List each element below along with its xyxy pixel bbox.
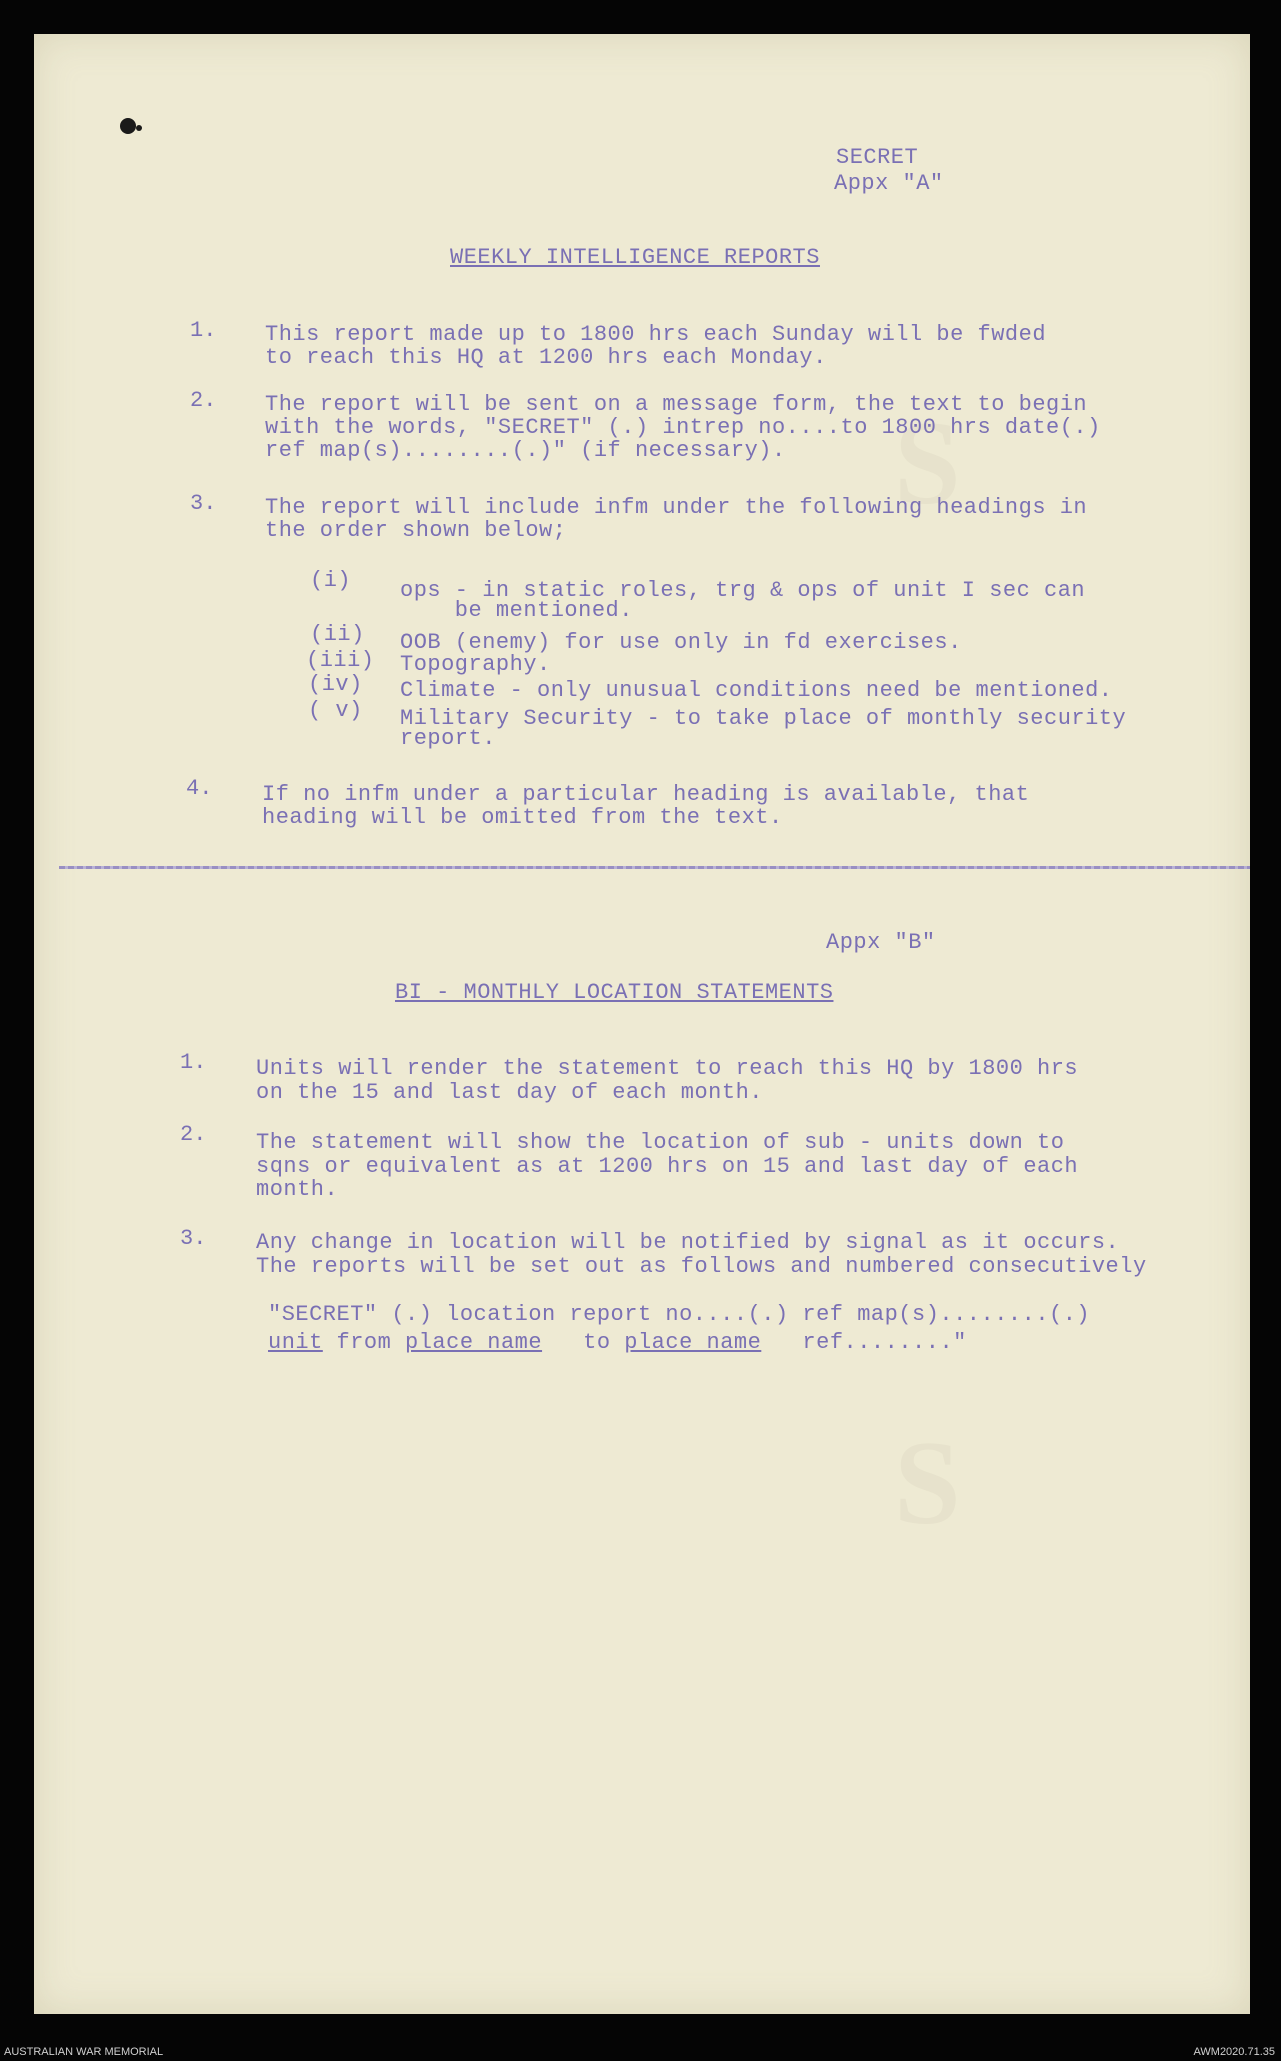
item-number: 2.: [190, 388, 217, 413]
bleed-through-mark: S: [894, 396, 967, 529]
section-divider: [59, 866, 1250, 869]
template-line-2: [268, 1330, 967, 1356]
appendix-b-label: Appx "B": [826, 930, 936, 955]
section-a-title: WEEKLY INTELLIGENCE REPORTS: [450, 245, 820, 270]
heading-label: (iii): [306, 648, 375, 673]
heading-text: OOB (enemy) for use only in fd exercises.: [400, 630, 962, 655]
heading-text: ops - in static roles, trg & ops of unit I sec can: [400, 578, 1086, 603]
template-place: place name: [405, 1330, 543, 1355]
item-text-line: ref map(s)........(.)" (if necessary).: [265, 438, 786, 463]
item-text-line: The report will include infm under the following headings in: [265, 495, 1088, 520]
heading-text: Military Security - to take place of monthly security: [400, 706, 1127, 731]
classification-label: SECRET: [836, 145, 919, 170]
section-b-title: BI - MONTHLY LOCATION STATEMENTS: [395, 980, 834, 1005]
item-text-line: If no infm under a particular heading is available, that: [262, 782, 1030, 807]
template-ref: ref........": [802, 1330, 967, 1355]
heading-text: report.: [400, 726, 496, 751]
item-number: 3.: [190, 491, 217, 516]
heading-label: (ii): [310, 622, 365, 647]
template-from: from: [336, 1330, 392, 1355]
item-number: 1.: [180, 1050, 207, 1075]
template-to: to: [583, 1330, 611, 1355]
appendix-a-label: Appx "A": [834, 171, 944, 196]
template-line: "SECRET" (.) location report no....(.) ref map(s)........(.): [268, 1302, 1091, 1327]
item-text-line: month.: [256, 1177, 339, 1202]
item-number: 3.: [180, 1226, 207, 1251]
item-text-line: The report will be sent on a message form, the text to begin: [265, 392, 1088, 417]
item-text-line: heading will be omitted from the text.: [262, 805, 783, 830]
item-number: 1.: [190, 318, 217, 343]
item-text-line: This report made up to 1800 hrs each Sunday will be fwded: [265, 322, 1047, 347]
footer-right: AWM2020.71.35: [1193, 2046, 1275, 2058]
item-text-line: Units will render the statement to reach this HQ by 1800 hrs: [256, 1056, 1079, 1081]
heading-text: be mentioned.: [400, 598, 633, 623]
item-text-line: The statement will show the location of sub - units down to: [256, 1130, 1065, 1155]
item-text-line: with the words, "SECRET" (.) intrep no....to 1800 hrs date(.): [265, 415, 1101, 440]
item-text-line: on the 15 and last day of each month.: [256, 1080, 763, 1105]
template-place: place name: [624, 1330, 762, 1355]
item-number: 4.: [186, 776, 213, 801]
heading-label: (iv): [308, 672, 363, 697]
item-text-line: sqns or equivalent as at 1200 hrs on 15 and last day of each: [256, 1154, 1079, 1179]
item-text-line: The reports will be set out as follows and numbered consecutively: [256, 1254, 1147, 1279]
heading-label: ( v): [308, 698, 363, 723]
bleed-through-mark: S: [894, 1416, 967, 1549]
heading-label: (i): [310, 568, 352, 593]
heading-text: Climate - only unusual conditions need be mentioned.: [400, 678, 1113, 703]
heading-text: Topography.: [400, 652, 551, 677]
item-text-line: Any change in location will be notified by signal as it occurs.: [256, 1230, 1120, 1255]
item-text-line: to reach this HQ at 1200 hrs each Monday.: [265, 345, 827, 370]
item-text-line: the order shown below;: [265, 518, 567, 543]
ink-blot: [136, 125, 142, 131]
template-unit: unit: [268, 1330, 323, 1355]
item-number: 2.: [180, 1122, 207, 1147]
footer-left: AUSTRALIAN WAR MEMORIAL: [4, 2046, 164, 2058]
ink-blot: [120, 118, 136, 134]
